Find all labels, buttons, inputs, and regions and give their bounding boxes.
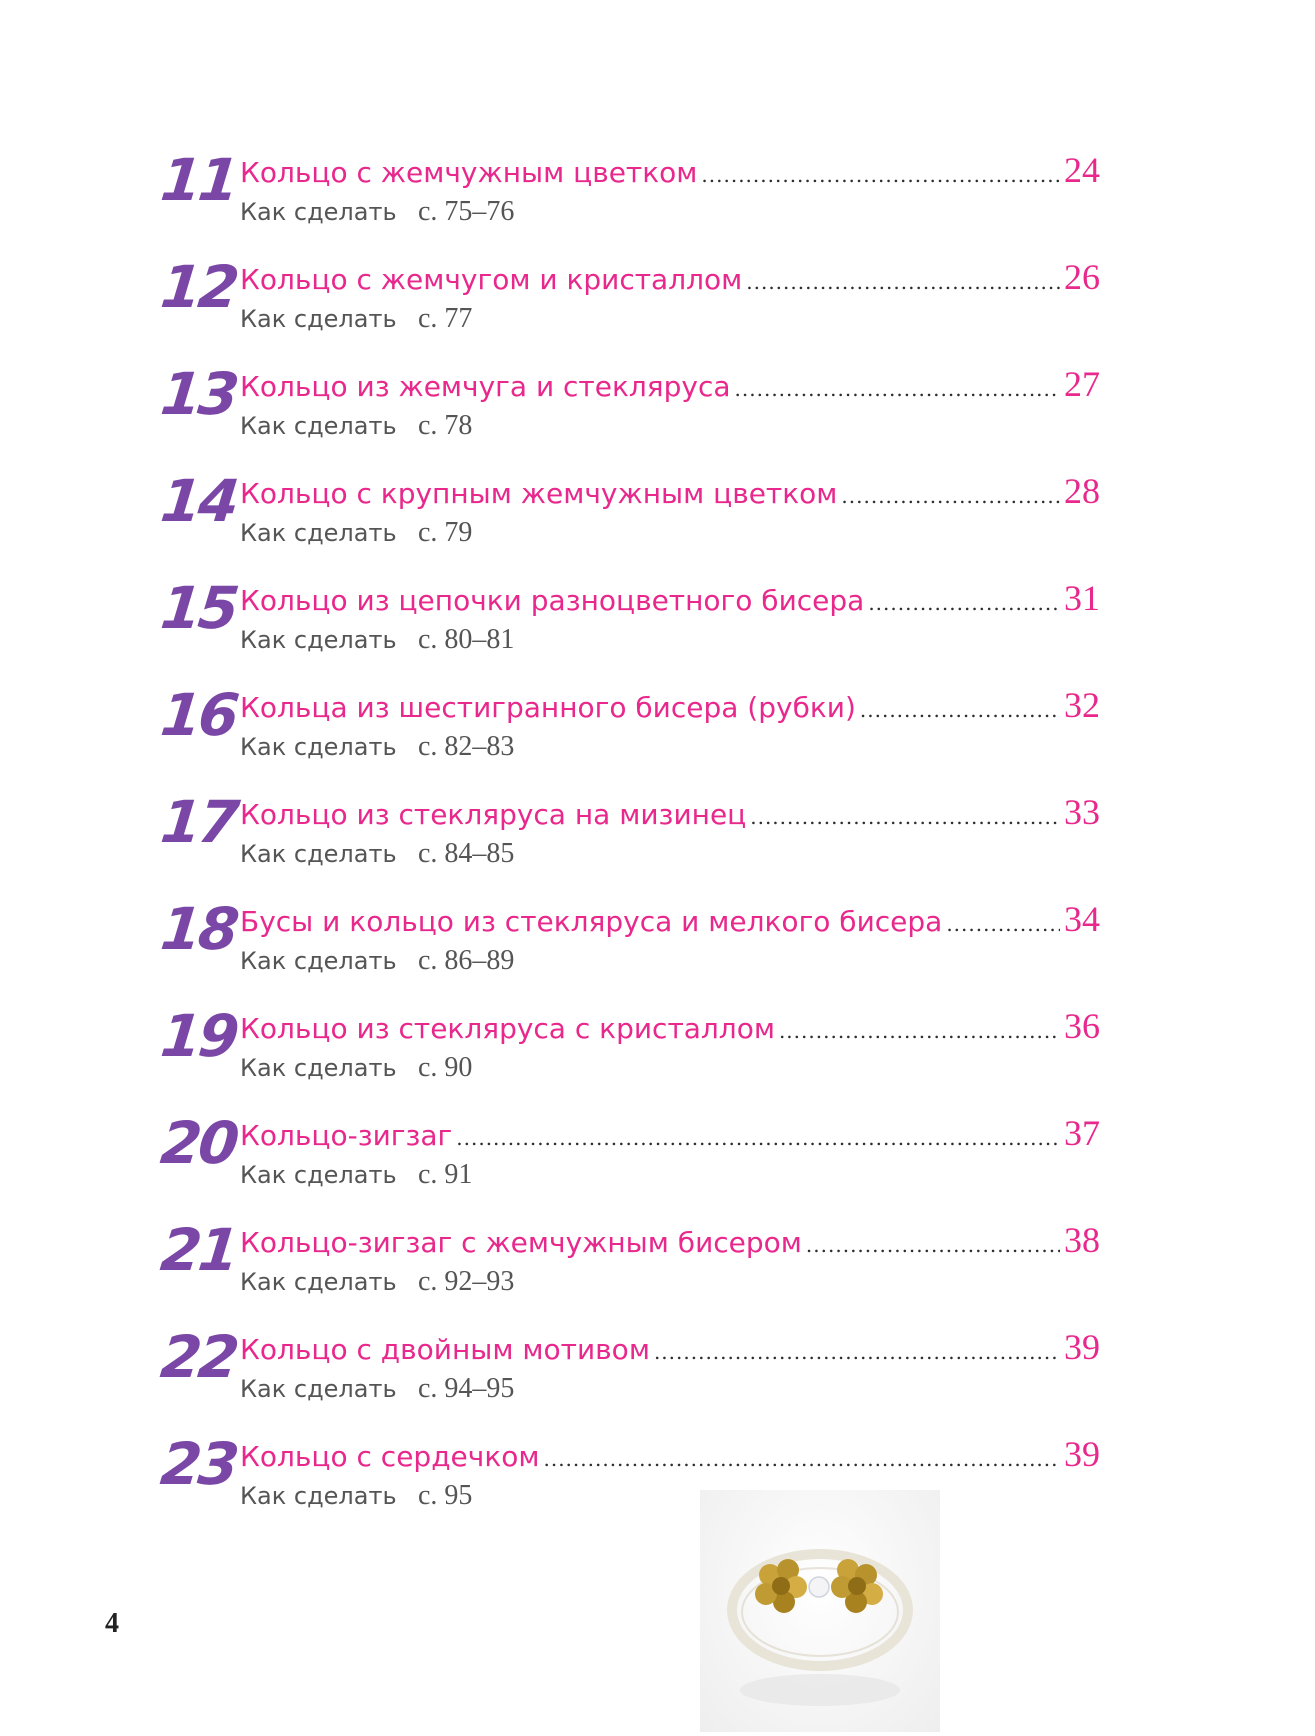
how-to-pages[interactable]: с. 91 <box>418 1159 473 1190</box>
how-to-pages[interactable]: с. 77 <box>418 303 473 334</box>
entry-title-row <box>240 685 1100 728</box>
entry-number: 20 <box>157 1109 240 1177</box>
ring-reflection <box>740 1674 900 1706</box>
entry-page[interactable]: 38 <box>1064 1220 1100 1260</box>
how-to-label: Как сделать <box>240 412 397 440</box>
entry-number: 23 <box>157 1430 240 1498</box>
how-to-label: Как сделать <box>240 198 397 226</box>
entry-title-row <box>240 578 1100 621</box>
table-of-contents <box>150 142 1100 1533</box>
leader-dots <box>750 805 1060 829</box>
how-to-pages[interactable]: с. 95 <box>418 1480 473 1511</box>
entry-page[interactable]: 33 <box>1064 792 1100 832</box>
ring-band <box>732 1554 908 1666</box>
how-to-label: Как сделать <box>240 626 397 654</box>
how-to-row <box>240 303 472 335</box>
entry-title[interactable]: Кольцо из стекляруса на мизинец <box>240 798 747 831</box>
entry-title[interactable]: Кольцо из цепочки разноцветного бисера <box>240 584 865 617</box>
leader-dots <box>701 163 1060 187</box>
how-to-pages[interactable]: с. 94–95 <box>418 1373 515 1404</box>
how-to-row <box>240 1052 472 1084</box>
how-to-pages[interactable]: с. 78 <box>418 410 473 441</box>
entry-title-row <box>240 1327 1100 1370</box>
entry-title-row <box>240 1113 1100 1156</box>
how-to-row <box>240 1159 472 1191</box>
leader-dots <box>456 1126 1060 1150</box>
entry-title[interactable]: Кольцо из жемчуга и стекляруса <box>240 370 731 403</box>
ring-photo <box>700 1490 940 1732</box>
how-to-pages[interactable]: с. 79 <box>418 517 473 548</box>
leader-dots <box>841 484 1060 508</box>
how-to-row <box>240 196 514 228</box>
entry-title-row <box>240 792 1100 835</box>
toc-entry[interactable] <box>150 1105 1100 1212</box>
entry-page[interactable]: 34 <box>1064 899 1100 939</box>
entry-title[interactable]: Кольцо-зигзаг с жемчужным бисером <box>240 1226 802 1259</box>
entry-title-row <box>240 364 1100 407</box>
how-to-pages[interactable]: с. 75–76 <box>418 196 515 227</box>
how-to-row <box>240 1480 472 1512</box>
how-to-pages[interactable]: с. 92–93 <box>418 1266 515 1297</box>
toc-entry[interactable] <box>150 570 1100 677</box>
toc-entry[interactable] <box>150 249 1100 356</box>
toc-entry[interactable] <box>150 1426 1100 1533</box>
how-to-label: Как сделать <box>240 519 397 547</box>
toc-entry[interactable] <box>150 356 1100 463</box>
leader-dots <box>779 1019 1060 1043</box>
toc-entry[interactable] <box>150 891 1100 998</box>
toc-entry[interactable] <box>150 998 1100 1105</box>
toc-entry[interactable] <box>150 784 1100 891</box>
entry-page[interactable]: 24 <box>1064 150 1100 190</box>
how-to-label: Как сделать <box>240 1161 397 1189</box>
leader-dots <box>654 1340 1060 1364</box>
how-to-pages[interactable]: с. 86–89 <box>418 945 515 976</box>
entry-title[interactable]: Кольцо с двойным мотивом <box>240 1333 650 1366</box>
how-to-pages[interactable]: с. 90 <box>418 1052 473 1083</box>
entry-title-row <box>240 1220 1100 1263</box>
leader-dots <box>543 1447 1060 1471</box>
how-to-row <box>240 945 514 977</box>
entry-title[interactable]: Кольцо с крупным жемчужным цветком <box>240 477 838 510</box>
how-to-row <box>240 731 514 763</box>
entry-page[interactable]: 32 <box>1064 685 1100 725</box>
leader-dots <box>946 912 1060 936</box>
entry-title-row <box>240 150 1100 193</box>
entry-title-row <box>240 1006 1100 1049</box>
leader-dots <box>860 698 1060 722</box>
how-to-row <box>240 410 472 442</box>
how-to-label: Как сделать <box>240 1375 397 1403</box>
how-to-label: Как сделать <box>240 1054 397 1082</box>
how-to-row <box>240 838 514 870</box>
entry-number: 14 <box>157 467 240 535</box>
leader-dots <box>868 591 1060 615</box>
entry-title[interactable]: Кольца из шестигранного бисера (рубки) <box>240 691 856 724</box>
how-to-label: Как сделать <box>240 840 397 868</box>
how-to-row <box>240 1266 514 1298</box>
left-gold-flower <box>755 1559 807 1613</box>
entry-page[interactable]: 36 <box>1064 1006 1100 1046</box>
toc-entry[interactable] <box>150 677 1100 784</box>
entry-number: 18 <box>157 895 240 963</box>
how-to-row <box>240 1373 514 1405</box>
entry-page[interactable]: 28 <box>1064 471 1100 511</box>
entry-page[interactable]: 26 <box>1064 257 1100 297</box>
entry-title-row <box>240 1434 1100 1477</box>
entry-number: 13 <box>157 360 240 428</box>
how-to-pages[interactable]: с. 84–85 <box>418 838 515 869</box>
entry-title[interactable]: Бусы и кольцо из стекляруса и мелкого бисера <box>240 905 943 938</box>
toc-entry[interactable] <box>150 1212 1100 1319</box>
entry-number: 11 <box>157 146 240 214</box>
entry-title-row <box>240 471 1100 514</box>
entry-title-row <box>240 899 1100 942</box>
toc-entry[interactable] <box>150 142 1100 249</box>
how-to-pages[interactable]: с. 82–83 <box>418 731 515 762</box>
toc-entry[interactable] <box>150 463 1100 570</box>
entry-number: 12 <box>157 253 240 321</box>
how-to-row <box>240 624 514 656</box>
entry-title[interactable]: Кольцо-зигзаг <box>240 1119 453 1152</box>
page-number: 4 <box>105 1608 119 1639</box>
bead-ring-illustration <box>700 1490 940 1732</box>
leader-dots <box>806 1233 1060 1257</box>
how-to-label: Как сделать <box>240 1482 397 1510</box>
how-to-pages[interactable]: с. 80–81 <box>418 624 515 655</box>
leader-dots <box>746 270 1060 294</box>
entry-number: 21 <box>157 1216 240 1284</box>
entry-title[interactable]: Кольцо из стекляруса с кристаллом <box>240 1012 775 1045</box>
entry-page[interactable]: 37 <box>1064 1113 1100 1153</box>
toc-entry[interactable] <box>150 1319 1100 1426</box>
how-to-label: Как сделать <box>240 947 397 975</box>
leader-dots <box>735 377 1060 401</box>
entry-page[interactable]: 39 <box>1064 1434 1100 1474</box>
entry-title-row <box>240 257 1100 300</box>
how-to-label: Как сделать <box>240 733 397 761</box>
entry-number: 19 <box>157 1002 240 1070</box>
entry-number: 17 <box>157 788 240 856</box>
entry-number: 16 <box>157 681 240 749</box>
entry-page[interactable]: 39 <box>1064 1327 1100 1367</box>
how-to-label: Как сделать <box>240 1268 397 1296</box>
entry-page[interactable]: 27 <box>1064 364 1100 404</box>
entry-title[interactable]: Кольцо с жемчугом и кристаллом <box>240 263 743 296</box>
entry-number: 15 <box>157 574 240 642</box>
center-pearl <box>809 1577 829 1597</box>
entry-page[interactable]: 31 <box>1064 578 1100 618</box>
how-to-label: Как сделать <box>240 305 397 333</box>
entry-title[interactable]: Кольцо с жемчужным цветком <box>240 156 698 189</box>
how-to-row <box>240 517 472 549</box>
entry-title[interactable]: Кольцо с сердечком <box>240 1440 540 1473</box>
entry-number: 22 <box>157 1323 240 1391</box>
